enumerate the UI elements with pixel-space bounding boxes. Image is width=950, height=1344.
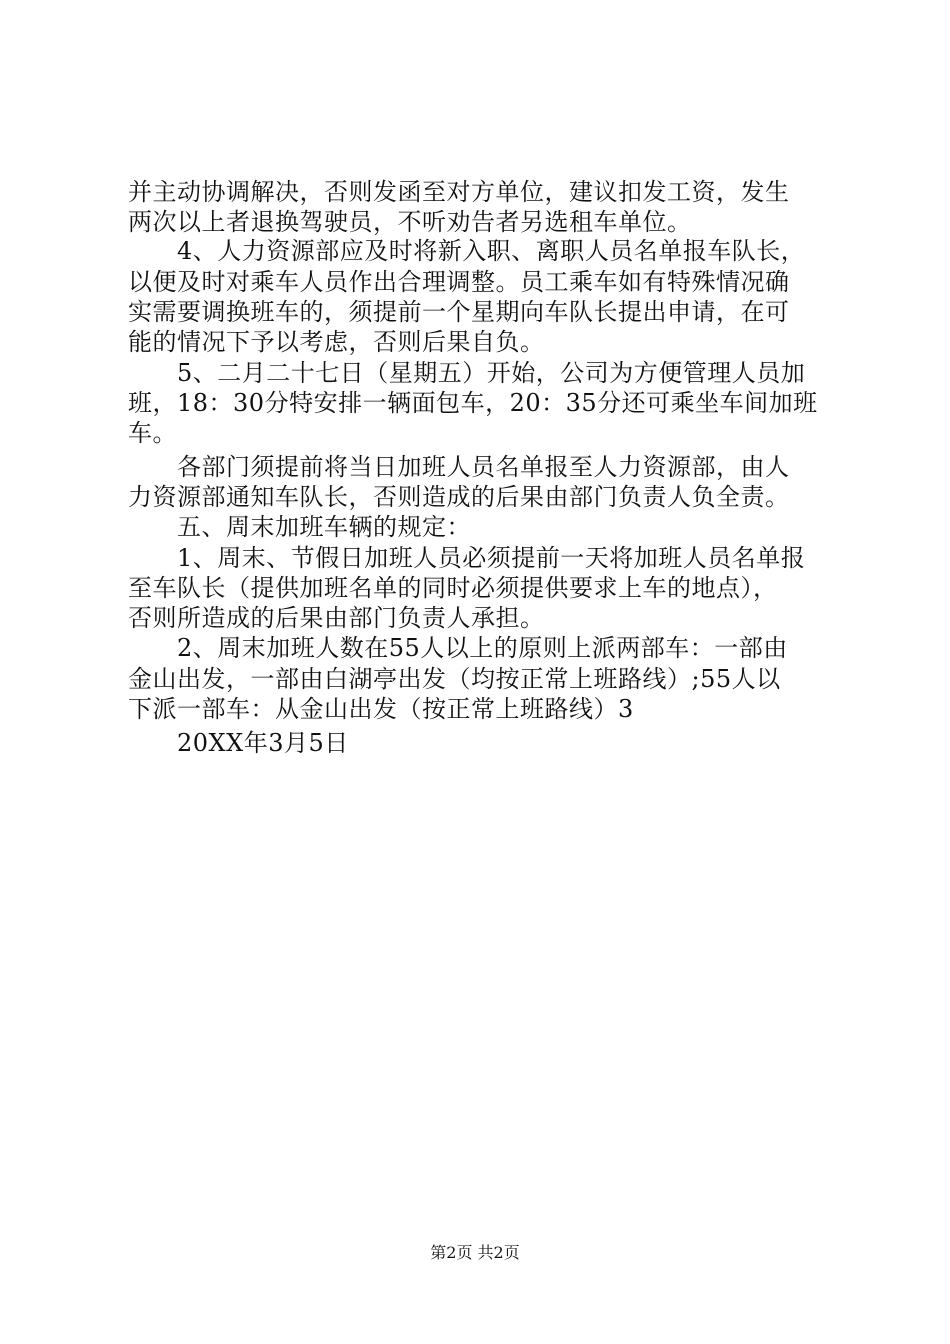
text-line: 下派一部车：从金山出发（按正常上班路线）3 (128, 695, 634, 723)
text-line: 否则所造成的后果由部门负责人承担。 (128, 604, 545, 632)
page-footer: 第2页 共2页 (430, 1243, 520, 1262)
text-line: 车。 (128, 419, 177, 447)
text-line: 力资源部通知车队长，否则造成的后果由部门负责人负全责。 (128, 483, 790, 511)
text-line: 4、人力资源部应及时将新入职、离职人员名单报车队长， (128, 237, 806, 265)
text-line: 2、周末加班人数在55人以上的原则上派两部车：一部由 (128, 634, 788, 662)
text-line: 能的情况下予以考虑，否则后果自负。 (128, 328, 545, 356)
text-line: 1、周末、节假日加班人员必须提前一天将加班人员名单报 (128, 544, 806, 572)
text-line: 并主动协调解决，否则发函至对方单位，建议扣发工资，发生 (128, 178, 790, 206)
text-line: 至车队长（提供加班名单的同时必须提供要求上车的地点）， (128, 574, 778, 602)
document-date: 20XX年3月5日 (128, 729, 349, 757)
text-line: 各部门须提前将当日加班人员名单报至人力资源部，由人 (128, 453, 790, 481)
text-line: 实需要调换班车的，须提前一个星期向车队长提出申请，在可 (128, 298, 790, 326)
section-heading: 五、周末加班车辆的规定： (128, 513, 471, 541)
text-line: 班，18：30分特安排一辆面包车，20：35分还可乘坐车间加班 (128, 389, 818, 417)
text-line: 两次以上者退换驾驶员，不听劝告者另选租车单位。 (128, 208, 692, 236)
text-line: 以便及时对乘车人员作出合理调整。员工乘车如有特殊情况确 (128, 268, 790, 296)
text-line: 5、二月二十七日（星期五）开始，公司为方便管理人员加 (128, 359, 806, 387)
text-line: 金山出发，一部由白湖亭出发（均按正常上班路线）;55人以 (128, 665, 781, 693)
